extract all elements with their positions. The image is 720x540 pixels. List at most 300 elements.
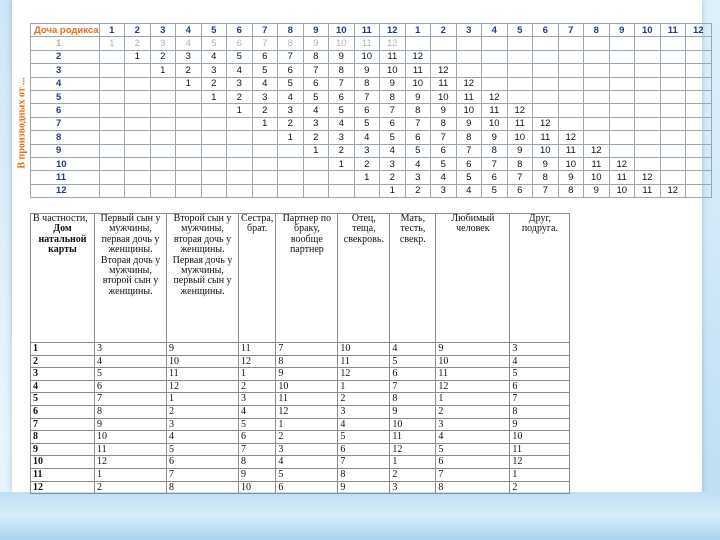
- table-cell: 3: [354, 144, 380, 157]
- table-cell: 4: [354, 131, 380, 144]
- table-cell: [686, 37, 712, 50]
- table-cell: [584, 117, 610, 130]
- table-cell: [125, 131, 151, 144]
- table-cell: [176, 90, 202, 103]
- table-cell: [125, 144, 151, 157]
- table-cell: 1: [167, 393, 239, 406]
- table-cell: 10: [31, 456, 95, 469]
- column-header-text: Партнер по браку, вообще партнер: [282, 213, 332, 256]
- table-cell: 4: [167, 431, 239, 444]
- table-cell: [609, 117, 635, 130]
- table-cell: 9: [338, 481, 390, 494]
- table-cell: 5: [482, 184, 508, 197]
- table-cell: 4: [510, 355, 570, 368]
- table-cell: 6: [239, 431, 276, 444]
- table-cell: 1: [436, 393, 510, 406]
- table-cell: 2: [95, 481, 167, 494]
- table-cell: 3: [276, 443, 338, 456]
- table-cell: 12: [95, 456, 167, 469]
- table-cell: [686, 144, 712, 157]
- lower-relatives-table: [30, 213, 570, 494]
- table-cell: 6: [227, 37, 253, 50]
- table-cell: 10: [584, 171, 610, 184]
- table-cell: [227, 157, 253, 170]
- table-cell: [686, 131, 712, 144]
- table-cell: [558, 117, 584, 130]
- table-cell: 5: [390, 355, 436, 368]
- table-row: [31, 50, 712, 63]
- table-cell: 9: [436, 343, 510, 356]
- table-cell: 12: [431, 64, 457, 77]
- table-cell: [252, 171, 278, 184]
- table-cell: 1: [239, 368, 276, 381]
- table-cell: [635, 64, 661, 77]
- table-row: [31, 468, 570, 481]
- table-cell: [99, 50, 125, 63]
- table-cell: [278, 157, 304, 170]
- table-cell: 4: [456, 184, 482, 197]
- table-cell: 2: [405, 184, 431, 197]
- table-cell: [150, 144, 176, 157]
- column-header: [390, 214, 436, 343]
- table-cell: 6: [95, 380, 167, 393]
- table-cell: 7: [354, 90, 380, 103]
- table-cell: 12: [584, 144, 610, 157]
- table-cell: 7: [431, 131, 457, 144]
- table-cell: 10: [276, 380, 338, 393]
- table-cell: [329, 184, 355, 197]
- table-cell: 5: [380, 131, 406, 144]
- table-cell: [584, 37, 610, 50]
- col-header: 1: [99, 24, 125, 37]
- upper-house-table: [30, 23, 712, 198]
- table-cell: [482, 50, 508, 63]
- table-cell: 3: [278, 104, 304, 117]
- table-cell: [686, 117, 712, 130]
- table-cell: 4: [31, 380, 95, 393]
- table-cell: 9: [31, 443, 95, 456]
- col-header: 7: [558, 24, 584, 37]
- table-cell: [609, 144, 635, 157]
- table-cell: 5: [239, 418, 276, 431]
- column-header-text: Сестра, брат.: [241, 213, 274, 235]
- table-cell: 3: [380, 157, 406, 170]
- table-cell: 12: [276, 405, 338, 418]
- table-cell: [609, 131, 635, 144]
- table-row: [31, 157, 712, 170]
- table-cell: 7: [338, 456, 390, 469]
- table-cell: [686, 104, 712, 117]
- table-cell: 8: [390, 393, 436, 406]
- table-cell: [456, 37, 482, 50]
- table-cell: 9: [239, 468, 276, 481]
- table-cell: 11: [338, 355, 390, 368]
- table-cell: 6: [31, 405, 95, 418]
- table-cell: 3: [150, 37, 176, 50]
- row-label: 2: [31, 50, 100, 63]
- table-cell: 4: [329, 117, 355, 130]
- table-cell: 2: [510, 481, 570, 494]
- table-cell: 8: [95, 405, 167, 418]
- col-header: 2: [431, 24, 457, 37]
- column-header: [338, 214, 390, 343]
- table-cell: 8: [533, 171, 559, 184]
- table-cell: [635, 131, 661, 144]
- table-cell: 3: [431, 184, 457, 197]
- table-cell: 7: [380, 104, 406, 117]
- table-cell: [533, 50, 559, 63]
- table-cell: 2: [201, 77, 227, 90]
- table-cell: 3: [390, 481, 436, 494]
- table-cell: 7: [436, 468, 510, 481]
- table-cell: 12: [507, 104, 533, 117]
- table-cell: 1: [329, 157, 355, 170]
- table-cell: [329, 171, 355, 184]
- table-cell: 6: [380, 117, 406, 130]
- col-header: 10: [635, 24, 661, 37]
- table-cell: 3: [167, 418, 239, 431]
- table-row: [31, 90, 712, 103]
- table-cell: 9: [456, 117, 482, 130]
- table-row: [31, 343, 570, 356]
- table-cell: 3: [329, 131, 355, 144]
- table-cell: [635, 50, 661, 63]
- table-cell: 7: [482, 157, 508, 170]
- table-cell: 7: [510, 393, 570, 406]
- table-cell: 7: [507, 171, 533, 184]
- table-cell: 12: [405, 50, 431, 63]
- col-header: 11: [660, 24, 686, 37]
- table-cell: 11: [31, 468, 95, 481]
- column-header: [167, 214, 239, 343]
- table-cell: [99, 171, 125, 184]
- table-cell: [278, 171, 304, 184]
- table-cell: 2: [31, 355, 95, 368]
- table-cell: [201, 171, 227, 184]
- table-cell: 3: [95, 343, 167, 356]
- table-cell: 1: [380, 184, 406, 197]
- table-cell: 3: [338, 405, 390, 418]
- table-cell: [660, 144, 686, 157]
- table-cell: 6: [436, 456, 510, 469]
- table-cell: 12: [482, 90, 508, 103]
- col-header: 1: [405, 24, 431, 37]
- col-header: 12: [686, 24, 712, 37]
- table-cell: 12: [380, 37, 406, 50]
- table-cell: 9: [303, 37, 329, 50]
- table-cell: [533, 64, 559, 77]
- column-header-text: Дом натальной карты: [38, 223, 87, 256]
- column-header-text: Любимый человек: [451, 213, 495, 235]
- table-cell: 5: [338, 431, 390, 444]
- table-cell: 8: [431, 117, 457, 130]
- table-cell: [482, 64, 508, 77]
- table-cell: 12: [533, 117, 559, 130]
- table-cell: 4: [227, 64, 253, 77]
- table-cell: 2: [176, 64, 202, 77]
- table-cell: 11: [482, 104, 508, 117]
- table-cell: [686, 171, 712, 184]
- table-cell: [278, 144, 304, 157]
- table-cell: 8: [338, 468, 390, 481]
- table-cell: 10: [507, 131, 533, 144]
- table-cell: [660, 64, 686, 77]
- table-row: [31, 77, 712, 90]
- table-row: [31, 184, 712, 197]
- table-cell: 11: [276, 393, 338, 406]
- table-row: [31, 368, 570, 381]
- table-cell: 8: [167, 481, 239, 494]
- table-cell: 5: [31, 393, 95, 406]
- table-row: [31, 431, 570, 444]
- table-cell: 6: [510, 380, 570, 393]
- table-cell: [227, 131, 253, 144]
- table-cell: [660, 50, 686, 63]
- column-header: [510, 214, 570, 343]
- table-cell: 10: [338, 343, 390, 356]
- table-cell: [227, 171, 253, 184]
- table-cell: [125, 90, 151, 103]
- column-header: [276, 214, 338, 343]
- table-cell: [150, 171, 176, 184]
- table-cell: 6: [354, 104, 380, 117]
- table-cell: 11: [354, 37, 380, 50]
- table-cell: 2: [380, 171, 406, 184]
- table-cell: 5: [252, 64, 278, 77]
- table-cell: [150, 77, 176, 90]
- table-cell: 12: [660, 184, 686, 197]
- table-cell: 4: [201, 50, 227, 63]
- row-label: 6: [31, 104, 100, 117]
- table-cell: [635, 144, 661, 157]
- table-cell: [201, 184, 227, 197]
- row-label: 12: [31, 184, 100, 197]
- table-cell: [201, 131, 227, 144]
- table-row: [31, 380, 570, 393]
- table-cell: [635, 37, 661, 50]
- table-cell: 4: [390, 343, 436, 356]
- table-cell: 4: [276, 456, 338, 469]
- table-cell: 5: [456, 171, 482, 184]
- table-cell: 8: [329, 64, 355, 77]
- table-cell: [176, 131, 202, 144]
- table-cell: 10: [609, 184, 635, 197]
- table-cell: [99, 157, 125, 170]
- table-cell: [482, 77, 508, 90]
- table-cell: [635, 104, 661, 117]
- column-header-text: Друг, подруга.: [521, 213, 558, 235]
- table-cell: 10: [431, 90, 457, 103]
- table-cell: 11: [239, 343, 276, 356]
- table-cell: 8: [380, 90, 406, 103]
- table-cell: 2: [167, 405, 239, 418]
- table-cell: 11: [533, 131, 559, 144]
- table-cell: 9: [431, 104, 457, 117]
- col-header: 10: [329, 24, 355, 37]
- table-cell: 7: [533, 184, 559, 197]
- table-cell: 1: [31, 343, 95, 356]
- table-cell: [252, 131, 278, 144]
- table-cell: 11: [390, 431, 436, 444]
- table-cell: 11: [635, 184, 661, 197]
- row-label: 8: [31, 131, 100, 144]
- table-cell: 3: [201, 64, 227, 77]
- table-cell: [660, 171, 686, 184]
- table-cell: 3: [405, 171, 431, 184]
- table-cell: 1: [227, 104, 253, 117]
- table-cell: 2: [150, 50, 176, 63]
- table-cell: [99, 117, 125, 130]
- table-cell: 10: [482, 117, 508, 130]
- table-cell: 9: [507, 144, 533, 157]
- table-cell: 5: [278, 77, 304, 90]
- table-cell: 6: [405, 131, 431, 144]
- table-cell: [456, 64, 482, 77]
- table-cell: [354, 184, 380, 197]
- table-cell: [150, 90, 176, 103]
- table-cell: [201, 104, 227, 117]
- table-cell: 3: [252, 90, 278, 103]
- table-cell: 5: [201, 37, 227, 50]
- table-cell: [431, 50, 457, 63]
- table-cell: 9: [405, 90, 431, 103]
- table-cell: 4: [303, 104, 329, 117]
- table-cell: [635, 117, 661, 130]
- table-cell: [584, 77, 610, 90]
- table-cell: [227, 184, 253, 197]
- table-cell: 11: [380, 50, 406, 63]
- corner-header: Доча родикса: [31, 24, 100, 37]
- table-cell: [150, 104, 176, 117]
- table-cell: 2: [390, 468, 436, 481]
- table-row: [31, 144, 712, 157]
- column-header-text: Первый сын у мужчины, первая дочь у женщины. Вторая дочь у мужчины, второй сын у женщины.: [100, 213, 161, 297]
- table-cell: 1: [176, 77, 202, 90]
- table-cell: 8: [507, 157, 533, 170]
- table-cell: [609, 37, 635, 50]
- table-cell: [99, 90, 125, 103]
- table-cell: [176, 117, 202, 130]
- table-cell: [660, 117, 686, 130]
- table-cell: [405, 37, 431, 50]
- row-label: 5: [31, 90, 100, 103]
- table-cell: 8: [405, 104, 431, 117]
- table-cell: 4: [380, 144, 406, 157]
- table-cell: 6: [338, 443, 390, 456]
- table-cell: 6: [390, 368, 436, 381]
- table-cell: 7: [252, 37, 278, 50]
- table-cell: [125, 117, 151, 130]
- table-cell: 8: [278, 37, 304, 50]
- table-cell: 8: [354, 77, 380, 90]
- table-cell: 10: [436, 355, 510, 368]
- table-cell: 12: [436, 380, 510, 393]
- header-row: [31, 214, 570, 343]
- row-label: 10: [31, 157, 100, 170]
- table-cell: 7: [276, 343, 338, 356]
- table-row: [31, 418, 570, 431]
- column-header-text: Отец, теща, свекровь.: [343, 213, 384, 245]
- table-row: [31, 481, 570, 494]
- col-header: 9: [609, 24, 635, 37]
- row-label: 9: [31, 144, 100, 157]
- table-cell: 6: [329, 90, 355, 103]
- table-cell: 2: [436, 405, 510, 418]
- table-cell: [533, 90, 559, 103]
- table-cell: 1: [278, 131, 304, 144]
- table-cell: 6: [303, 77, 329, 90]
- table-cell: 3: [303, 117, 329, 130]
- table-cell: 2: [303, 131, 329, 144]
- table-cell: [99, 64, 125, 77]
- column-header-text: Мать, тесть, свекр.: [399, 213, 426, 245]
- table-cell: 4: [436, 431, 510, 444]
- table-cell: [609, 77, 635, 90]
- table-cell: [507, 77, 533, 90]
- table-cell: [635, 157, 661, 170]
- table-cell: [125, 184, 151, 197]
- table-cell: 5: [276, 468, 338, 481]
- table-cell: 12: [239, 355, 276, 368]
- table-cell: [99, 104, 125, 117]
- table-cell: 2: [239, 380, 276, 393]
- table-cell: 10: [405, 77, 431, 90]
- table-cell: [584, 104, 610, 117]
- table-cell: [150, 131, 176, 144]
- table-cell: 8: [31, 431, 95, 444]
- row-label: 7: [31, 117, 100, 130]
- table-cell: 8: [482, 144, 508, 157]
- table-cell: 11: [558, 144, 584, 157]
- table-cell: [125, 157, 151, 170]
- table-cell: [150, 184, 176, 197]
- table-cell: [533, 77, 559, 90]
- table-cell: [660, 157, 686, 170]
- table-row: [31, 64, 712, 77]
- col-header: 12: [380, 24, 406, 37]
- table-cell: 10: [329, 37, 355, 50]
- table-cell: [584, 90, 610, 103]
- table-cell: 9: [533, 157, 559, 170]
- table-cell: 7: [390, 380, 436, 393]
- table-cell: [584, 64, 610, 77]
- table-cell: [609, 50, 635, 63]
- table-cell: 5: [354, 117, 380, 130]
- table-cell: [303, 184, 329, 197]
- table-cell: 9: [167, 343, 239, 356]
- col-header: 2: [125, 24, 151, 37]
- table-cell: [558, 104, 584, 117]
- table-cell: 9: [482, 131, 508, 144]
- table-cell: [558, 77, 584, 90]
- table-cell: [176, 184, 202, 197]
- row-label: 1: [31, 37, 100, 50]
- table-cell: 2: [125, 37, 151, 50]
- table-cell: 9: [329, 50, 355, 63]
- table-cell: 11: [167, 368, 239, 381]
- table-cell: 9: [390, 405, 436, 418]
- table-cell: 4: [338, 418, 390, 431]
- table-cell: [558, 37, 584, 50]
- table-cell: 9: [558, 171, 584, 184]
- col-header: 11: [354, 24, 380, 37]
- table-cell: [99, 144, 125, 157]
- table-cell: 12: [390, 443, 436, 456]
- col-header: 8: [584, 24, 610, 37]
- table-cell: 1: [276, 418, 338, 431]
- table-cell: 3: [31, 368, 95, 381]
- table-cell: 11: [507, 117, 533, 130]
